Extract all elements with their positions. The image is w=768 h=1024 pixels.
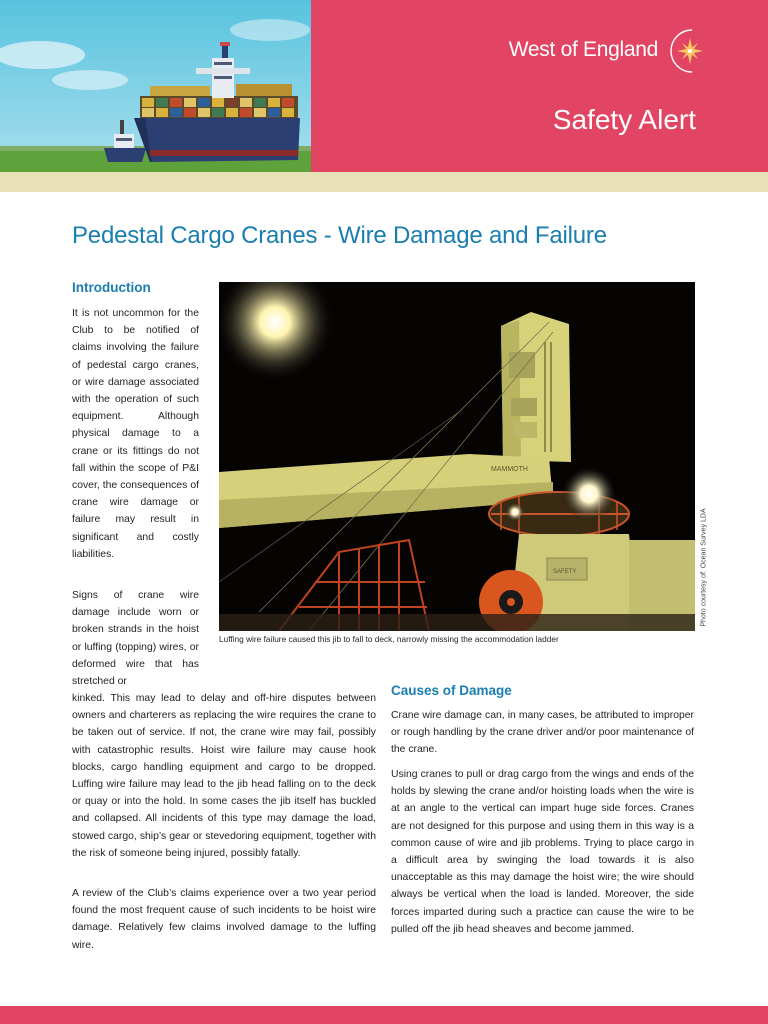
intro-paragraph-2-start: Signs of crane wire damage include worn or broken strands in the hoist or luffing (topping) wires, or deformed wire that has stretched or	[72, 590, 199, 688]
causes-paragraph-1: Crane wire damage can, in many cases, be attributed to improper or rough handling by the crane driver and/or poor maintenance of the crane.	[391, 710, 694, 756]
machinery-plate-text: SAFETY	[553, 569, 577, 575]
causes-paragraph-2: Using cranes to pull or drag cargo from the wings and ends of the holds by slewing the crane and/or hoisting loads when the wire is at an angle to the vertical can impart huge side forces. Cranes are not designed for this purpose and using them in this way is a common cause of wire and jib problems. Trying to place cargo in a difficult area by swinging the load towards it is also unacceptable as this may damage the hoist wire; the wire should always be vertical when the load is landed. Moreover, the side forces imparted during such a practice can cause the wire to be pulled off the jib head sheaves and become jammed.	[391, 769, 694, 935]
page-title: Pedestal Cargo Cranes - Wire Damage and Failure	[72, 222, 607, 249]
safety-alert-label: Safety Alert	[552, 104, 696, 135]
crane-brand-text: MAMMOTH	[491, 466, 528, 473]
crane-photo	[219, 282, 695, 631]
footer-bar	[0, 1006, 768, 1024]
introduction-heading: Introduction	[72, 280, 151, 295]
photo-caption: Luffing wire failure caused this jib to fall to deck, narrowly missing the accommodation ladder	[219, 634, 559, 644]
photo-credit-text: Photo courtesy of: Ocean Survey LDA	[700, 508, 708, 627]
intro-paragraph-2-cont: kinked. This may lead to delay and off-hire disputes between owners and charterers as replacing the wire requires the crane to be taken out of service. If not, the crane wire may fail, possibly with catastrophic results. Hoist wire failure may cause hook blocks, cargo handling equipment and cargo to be dropped. Luffing wire failure may lead to the jib head falling on to the deck or quay or into the hold. In some cases the jib itself has buckled and collapsed. All incidents of this type may damage the load, stowed cargo, ship’s gear or stevedoring equipment, together with the risk of someone being injured, possibly fatally.	[72, 693, 376, 859]
header-band	[0, 172, 768, 192]
intro-paragraph-1: It is not uncommon for the Club to be notified of claims involving the failure of pedestal cargo cranes, or wire damage associated with the operation of such equipment. Although physical damage to a crane or its fittings do not fall within the scope of P&I cover, the consequences of crane wire damage or failure may result in significant and costly liabilities.	[72, 308, 199, 560]
photo-credit	[698, 510, 710, 630]
causes-heading: Causes of Damage	[391, 683, 512, 698]
brand-name: West of England	[508, 38, 658, 61]
header-ship-photo	[0, 0, 311, 172]
compass-star-logo-icon	[662, 26, 708, 76]
intro-paragraph-3: A review of the Club’s claims experience over a two year period found the most frequent cause of such incidents to be hoist wire damage. Relatively few claims involved damage to the luffing wire.	[72, 888, 376, 951]
